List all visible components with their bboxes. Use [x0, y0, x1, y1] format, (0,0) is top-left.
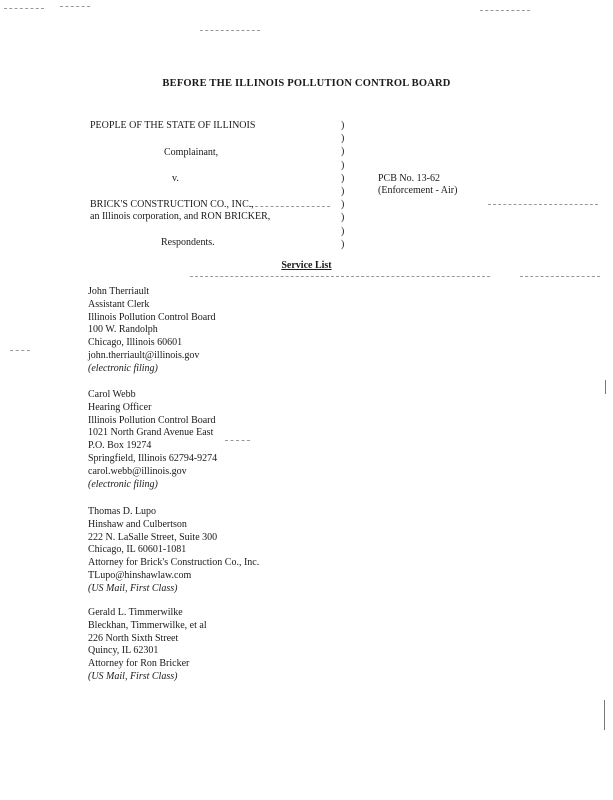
scan-artifact [190, 276, 490, 277]
recipient-line: john.therriault@illinois.gov [88, 349, 200, 361]
caption-paren: ) [341, 225, 345, 237]
recipient-line: John Therriault [88, 286, 150, 297]
caption-paren: ) [341, 212, 345, 224]
delivery-method: (electronic filing) [88, 362, 158, 374]
respondent-description: an Illinois corporation, and RON BRICKER, [90, 211, 271, 222]
delivery-method: (US Mail, First Class) [88, 670, 178, 682]
recipient-line: 1021 North Grand Avenue East [88, 427, 214, 439]
recipient-line: Illinois Pollution Control Board [88, 414, 216, 426]
complainant-label: Complainant, [164, 147, 219, 158]
caption-paren: ) [341, 172, 345, 184]
recipient-line: 226 North Sixth Street [88, 632, 179, 644]
recipient-block [88, 506, 259, 596]
caption-paren: ) [341, 146, 345, 158]
recipient-line: Thomas D. Lupo [88, 506, 157, 517]
scan-artifact [60, 6, 90, 7]
recipient-line: Assistant Clerk [88, 298, 150, 310]
scan-artifact [10, 350, 30, 351]
recipient-line: Springfield, Illinois 62794-9274 [88, 452, 218, 464]
case-type: (Enforcement - Air) [378, 185, 458, 196]
scan-artifact [200, 30, 260, 31]
caption-paren: ) [341, 159, 345, 171]
recipient-line: P.O. Box 19274 [88, 440, 152, 452]
caption-paren: ) [341, 133, 345, 145]
recipient-line: 100 W. Randolph [88, 324, 158, 336]
recipient-line: 222 N. LaSalle Street, Suite 300 [88, 531, 218, 543]
scan-artifact [4, 8, 44, 9]
recipient-block [88, 389, 217, 491]
scan-artifact [520, 276, 600, 277]
recipient-line: carol.webb@illinois.gov [88, 465, 187, 477]
respondent-name: BRICK'S CONSTRUCTION CO., INC., [90, 199, 254, 210]
recipient-block [88, 286, 216, 376]
service-list-heading: Service List [281, 260, 332, 271]
recipient-line: Quincy, IL 62301 [88, 645, 159, 657]
scan-artifact [605, 380, 606, 394]
scan-artifact [604, 700, 605, 730]
caption-divider [341, 119, 344, 251]
recipient-line: Gerald L. Timmerwilke [88, 607, 183, 618]
recipient-block [88, 607, 207, 684]
recipient-line: Attorney for Brick's Construction Co., Inc. [88, 557, 260, 569]
recipient-line: Carol Webb [88, 389, 136, 400]
scan-artifact [250, 206, 330, 207]
caption-paren: ) [341, 185, 345, 197]
recipient-line: Illinois Pollution Control Board [88, 311, 216, 323]
respondents-label: Respondents. [161, 237, 215, 248]
recipient-line: Chicago, Illinois 60601 [88, 337, 183, 349]
scan-artifact [480, 10, 530, 11]
recipient-line: Hinshaw and Culbertson [88, 518, 187, 530]
caption-paren: ) [341, 238, 345, 250]
versus-label: v. [172, 173, 179, 184]
recipient-line: Attorney for Ron Bricker [88, 658, 190, 670]
document-title: BEFORE THE ILLINOIS POLLUTION CONTROL BOARD [162, 78, 451, 89]
scan-artifact [225, 440, 250, 441]
caption-paren: ) [341, 120, 345, 131]
recipient-line: TLupo@hinshawlaw.com [88, 569, 192, 581]
caption-paren: ) [341, 199, 345, 211]
delivery-method: (electronic filing) [88, 478, 158, 490]
recipient-line: Hearing Officer [88, 401, 152, 413]
plaintiff-name: PEOPLE OF THE STATE OF ILLINOIS [90, 120, 256, 131]
recipient-line: Bleckhan, Timmerwilke, et al [88, 619, 207, 631]
scan-artifact [488, 204, 598, 205]
case-number: PCB No. 13-62 [378, 173, 440, 184]
delivery-method: (US Mail, First Class) [88, 582, 178, 594]
recipient-line: Chicago, IL 60601-1081 [88, 544, 187, 556]
